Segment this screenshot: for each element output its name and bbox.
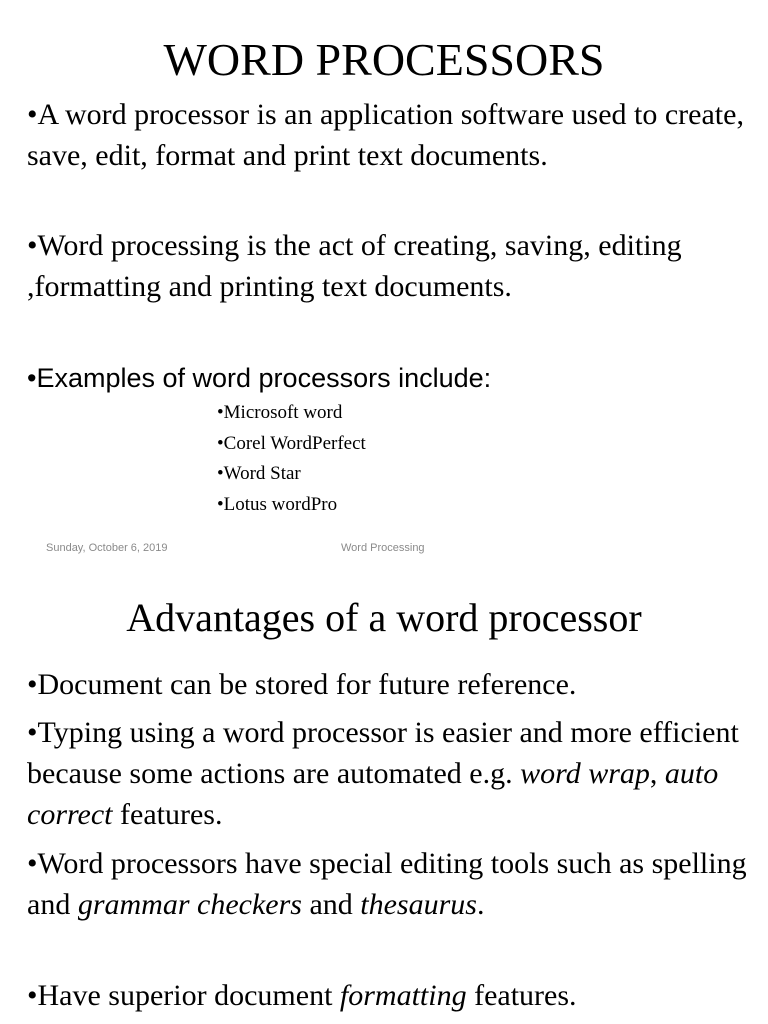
bullet-text: •Word processors have special editing tools such as spelling and (27, 847, 747, 921)
bullet-text: features. (466, 979, 577, 1012)
bullet-text: . (476, 888, 485, 921)
footer-date: Sunday, October 6, 2019 (46, 542, 168, 554)
slide-advantages (0, 568, 768, 1024)
bullet-text: •Have superior document (27, 979, 340, 1012)
bullet-examples-intro: •Examples of word processors include: (27, 363, 492, 393)
bullet-text: and (301, 888, 361, 921)
list-item: •Microsoft word (217, 402, 343, 423)
bullet-editing-tools (27, 843, 757, 925)
bullet-formatting (27, 975, 757, 1016)
slide-title: WORD PROCESSORS (163, 34, 605, 85)
bullet-definition-word-processor: •A word processor is an application software used to create, save, edit, format and print text documents. (27, 98, 744, 172)
bullet-definition-word-processing: •Word processing is the act of creating, saving, editing ,formatting and printing text documents. (27, 229, 682, 303)
examples-list (217, 398, 366, 520)
bullet-text: •Typing using a word processor is easier and more efficient because some actions are automated e.g. (27, 716, 739, 790)
italic-term: auto correct (27, 757, 719, 831)
list-item: •Lotus wordPro (217, 493, 338, 515)
bullet-text: features. (112, 798, 223, 831)
bullet-text: , (649, 757, 665, 790)
italic-term: formatting (339, 979, 467, 1012)
italic-term: word wrap (520, 757, 650, 790)
slide-title: Advantages of a word processor (126, 595, 642, 640)
bullet-typing-efficiency (27, 712, 757, 835)
footer-title: Word Processing (341, 542, 425, 554)
italic-term: grammar checkers (77, 888, 302, 921)
italic-term: thesaurus (360, 888, 477, 921)
bullet-storage: •Document can be stored for future reference. (27, 668, 577, 701)
list-item: •Corel WordPerfect (217, 432, 366, 454)
list-item: •Word Star (217, 463, 301, 484)
